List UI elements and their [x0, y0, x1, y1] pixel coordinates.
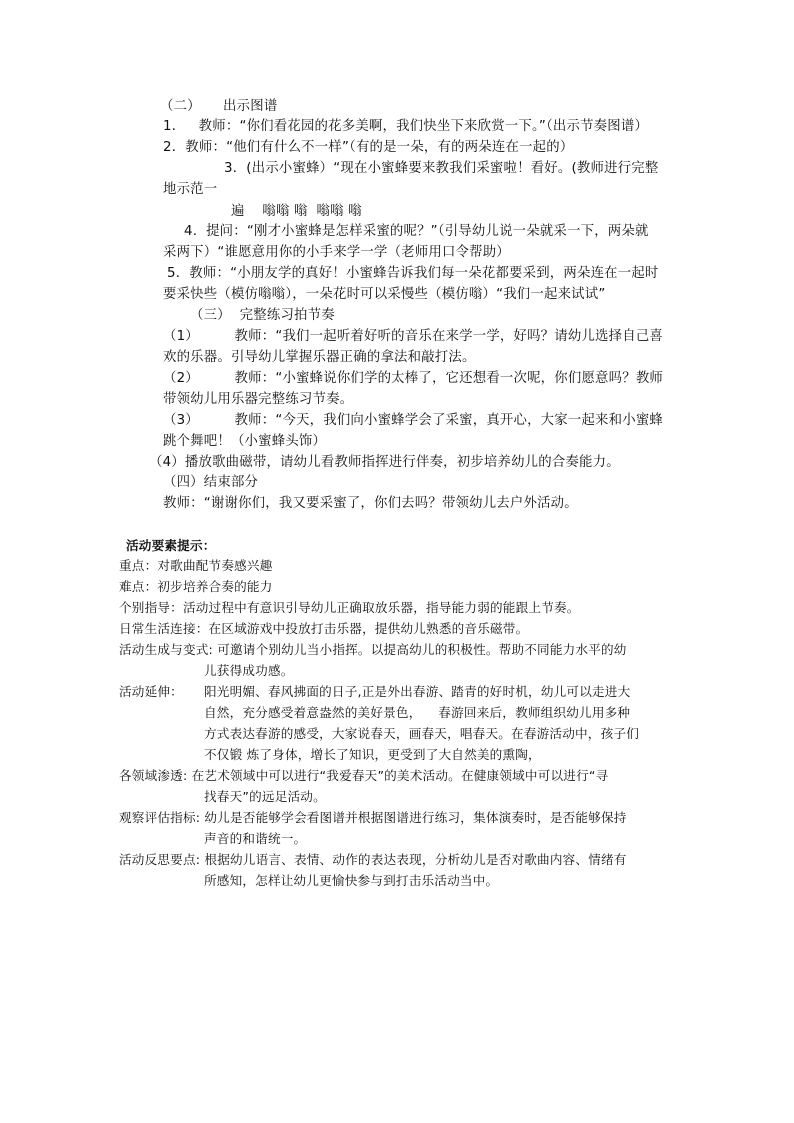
hints-assessment-line2: 声音的和谐统一。: [204, 831, 307, 846]
hints-reflection-line1: 活动反思要点: 根据幼儿语言、表情、动作的表达表现，分析幼儿是否对歌曲内容、情绪有: [119, 852, 627, 867]
section2-step4-line2: 采两下）“谁愿意用你的小手来学一学（老师用口令帮助）: [163, 245, 510, 260]
hints-difficulty: 难点：初步培养合奏的能力: [119, 579, 273, 594]
section2-step3-rhythm: 遍 嗡嗡 嗡 嗡嗡 嗡: [231, 204, 362, 219]
section3-item1-line1: （1） 教师：“我们一起听着好听的音乐在来学一学，好吗？请幼儿选择自己喜: [163, 329, 663, 344]
section2-step2: 2．教师：“他们有什么不一样”（有的是一朵，有的两朵连在一起的）: [163, 140, 574, 155]
hints-extension-label: 活动延伸：: [119, 684, 183, 699]
section3-heading: （三） 完整练习拍节奏: [190, 308, 335, 323]
section2-step5-line1: 5．教师：“小朋友学的真好！小蜜蜂告诉我们每一朵花都要采到，两朵连在一起时: [167, 266, 659, 281]
section3-item1-line2: 欢的乐器。引导幼儿掌握乐器正确的拿法和敲打法。: [163, 350, 476, 365]
hints-reflection-line2: 所感知，怎样让幼儿更愉快参与到打击乐活动当中。: [204, 873, 499, 888]
section3-item2-line1: （2） 教师：“小蜜蜂说你们学的太棒了，它还想看一次呢，你们愿意吗？教师: [163, 371, 663, 386]
hints-assessment-line1: 观察评估指标: 幼儿是否能够学会看图谱并根据图谱进行练习，集体演奏时，是否能够保持: [119, 810, 627, 825]
hints-key-point: 重点：对歌曲配节奏感兴趣: [119, 558, 273, 573]
section3-item3-line2: 跳个舞吧！（小蜜蜂头饰）: [163, 434, 327, 449]
section2-step3-line2: 地示范一: [163, 182, 218, 197]
hints-title: 活动要素提示：: [126, 538, 216, 553]
hints-variation-line1: 活动生成与变式: 可邀请个别幼儿当小指挥。以提高幼儿的积极性。帮助不同能力水平的幼: [119, 642, 627, 657]
section2-step5-line2: 要采快些（模仿嗡嗡），一朵花时可以采慢些（模仿嗡）“我们一起来试试”: [163, 287, 606, 302]
hints-domains-line2: 找春天”的远足活动。: [204, 789, 326, 804]
section3-item4: （4）播放歌曲磁带，请幼儿看教师指挥进行伴奏，初步培养幼儿的合奏能力。: [149, 455, 620, 470]
hints-extension-line4: 不仅锻 炼了身体，增长了知识，更受到了大自然美的熏陶，: [204, 747, 541, 762]
section4-line: 教师：“谢谢你们，我又要采蜜了，你们去吗？带领幼儿去户外活动。: [163, 496, 578, 511]
hints-extension-line2: 自然，充分感受着意盎然的美好景色， 春游回来后，教师组织幼儿用多种: [204, 705, 631, 720]
hints-extension-line3: 方式表达春游的感受，大家说春天，画春天，唱春天。在春游活动中，孩子们: [204, 726, 639, 741]
hints-extension-line1: 阳光明媚、春风拂面的日子,正是外出春游、踏青的好时机，幼儿可以走进大: [204, 684, 631, 699]
section2-step3-line1: 3．(出示小蜜蜂）“现在小蜜蜂要来教我们采蜜啦！看好。(教师进行完整: [224, 161, 659, 176]
section3-item3-line1: （3） 教师：“今天，我们向小蜜蜂学会了采蜜，真开心，大家一起来和小蜜蜂: [163, 413, 663, 428]
hints-individual-guidance: 个别指导：活动过程中有意识引导幼儿正确取放乐器，指导能力弱的能跟上节奏。: [119, 600, 580, 615]
section3-item2-line2: 带领幼儿用乐器完整练习节奏。: [163, 392, 354, 407]
section2-heading: （二） 出示图谱: [160, 99, 278, 114]
hints-variation-line2: 儿获得成功感。: [204, 663, 294, 678]
hints-daily-life: 日常生活连接：在区域游戏中投放打击乐器，提供幼儿熟悉的音乐磁带。: [119, 621, 529, 636]
hints-domains-line1: 各领域渗透: 在艺术领域中可以进行“我爱春天”的美术活动。在健康领域中可以进行“寻: [119, 768, 609, 783]
section4-heading: （四）结束部分: [163, 475, 259, 490]
section2-step1: 1． 教师：“你们看花园的花多美啊，我们快坐下来欣赏一下。”（出示节奏图谱）: [163, 119, 649, 134]
section2-step4-line1: 4. 提问：“刚才小蜜蜂是怎样采蜜的呢？”（引导幼儿说一朵就采一下，两朵就: [184, 224, 649, 239]
